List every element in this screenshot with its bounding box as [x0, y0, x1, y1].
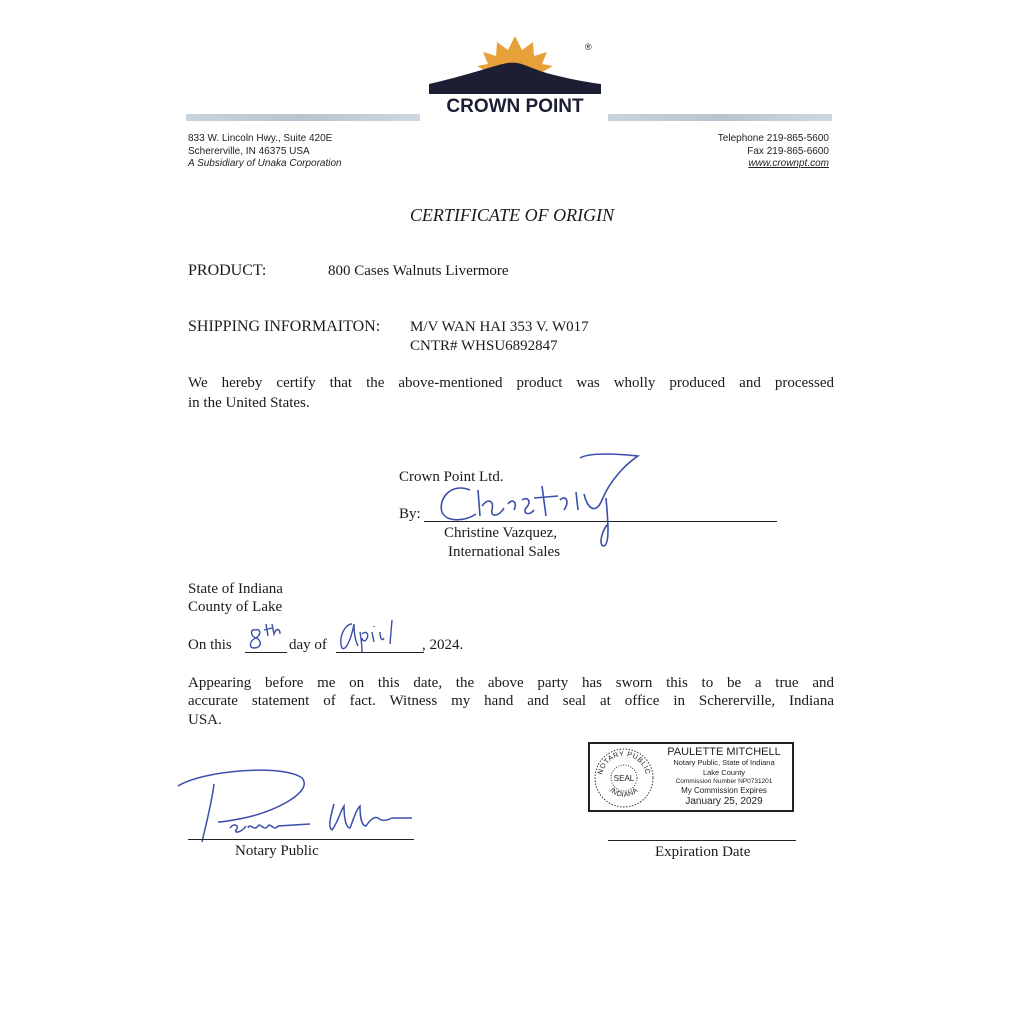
subsidiary-note: A Subsidiary of Unaka Corporation	[188, 158, 342, 169]
seal-bottom-text: INDIANA	[608, 786, 640, 799]
appearing-line-2: accurate statement of fact. Witness my hand and seal at office in Schererville, Indiana	[188, 693, 834, 709]
document-title: CERTIFICATE OF ORIGIN	[409, 205, 615, 225]
stamp-line-4: Commission Number NP0731201	[675, 778, 773, 785]
by-label: By:	[399, 506, 421, 522]
on-this-label: On this	[188, 637, 232, 653]
signer-name: Christine Vazquez,	[444, 525, 558, 541]
product-value: 800 Cases Walnuts Livermore	[328, 263, 509, 279]
header-rule-right	[608, 114, 832, 121]
fax: Fax 219-865-6600	[747, 145, 829, 157]
state: State of Indiana	[188, 581, 283, 597]
notary-seal-icon	[593, 747, 655, 809]
county: County of Lake	[188, 599, 283, 615]
stamp-line-2: Notary Public, State of Indiana	[673, 758, 775, 767]
stamp-line-6: January 25, 2029	[685, 796, 763, 807]
shipping-vessel: M/V WAN HAI 353 V. W017	[410, 319, 589, 335]
stamp-line-5: My Commission Expires	[681, 786, 767, 795]
signer-title: International Sales	[448, 544, 561, 560]
website-link[interactable]: www.crownpt.com	[748, 158, 829, 169]
day-blank-line	[245, 652, 287, 653]
appearing-line-3: USA.	[188, 712, 222, 728]
day-handwritten	[244, 620, 290, 652]
month-handwritten	[336, 616, 400, 654]
notary-signature	[174, 766, 424, 846]
certify-line-2: in the United States.	[188, 395, 310, 411]
company-contact	[718, 133, 829, 171]
registered-mark: ®	[585, 42, 592, 52]
stamp-line-3: Lake County	[702, 767, 746, 777]
notary-signature-line	[188, 839, 414, 840]
product-label: PRODUCT:	[188, 262, 267, 279]
day-of-label: day of	[289, 637, 327, 653]
seal-center-text: SEAL	[613, 774, 635, 783]
expiration-label: Expiration Date	[655, 844, 751, 860]
address-line-2: Schererville, IN 46375 USA	[188, 145, 310, 157]
appearing-line-1: Appearing before me on this date, the above party has sworn this to be a true and	[188, 675, 834, 691]
notary-label: Notary Public	[235, 843, 319, 859]
svg-text:NOTARY PUBLIC	[597, 751, 651, 775]
logo-text: CROWN POINT	[446, 96, 584, 117]
shipping-label: SHIPPING INFORMAITON:	[188, 318, 381, 335]
address-line-1: 833 W. Lincoln Hwy., Suite 420E	[188, 133, 333, 144]
seal-top-text: NOTARY PUBLIC	[597, 750, 651, 776]
crown-point-logo	[425, 34, 605, 122]
telephone: Telephone 219-865-5600	[717, 133, 829, 144]
header-rule-left	[186, 114, 420, 121]
shipping-container: CNTR# WHSU6892847	[410, 338, 558, 354]
notary-stamp	[588, 742, 794, 812]
mountain-icon	[429, 63, 601, 94]
stamp-name: PAULETTE MITCHELL	[667, 746, 781, 758]
company-address	[188, 133, 342, 171]
year: , 2024.	[422, 637, 464, 653]
stamp-text-block	[654, 746, 794, 807]
certify-line-1: We hereby certify that the above-mentioned product was wholly produced and processed	[188, 375, 834, 391]
company-name: Crown Point Ltd.	[399, 469, 504, 485]
expiration-date-line	[608, 840, 796, 841]
svg-text:INDIANA	[608, 787, 639, 799]
